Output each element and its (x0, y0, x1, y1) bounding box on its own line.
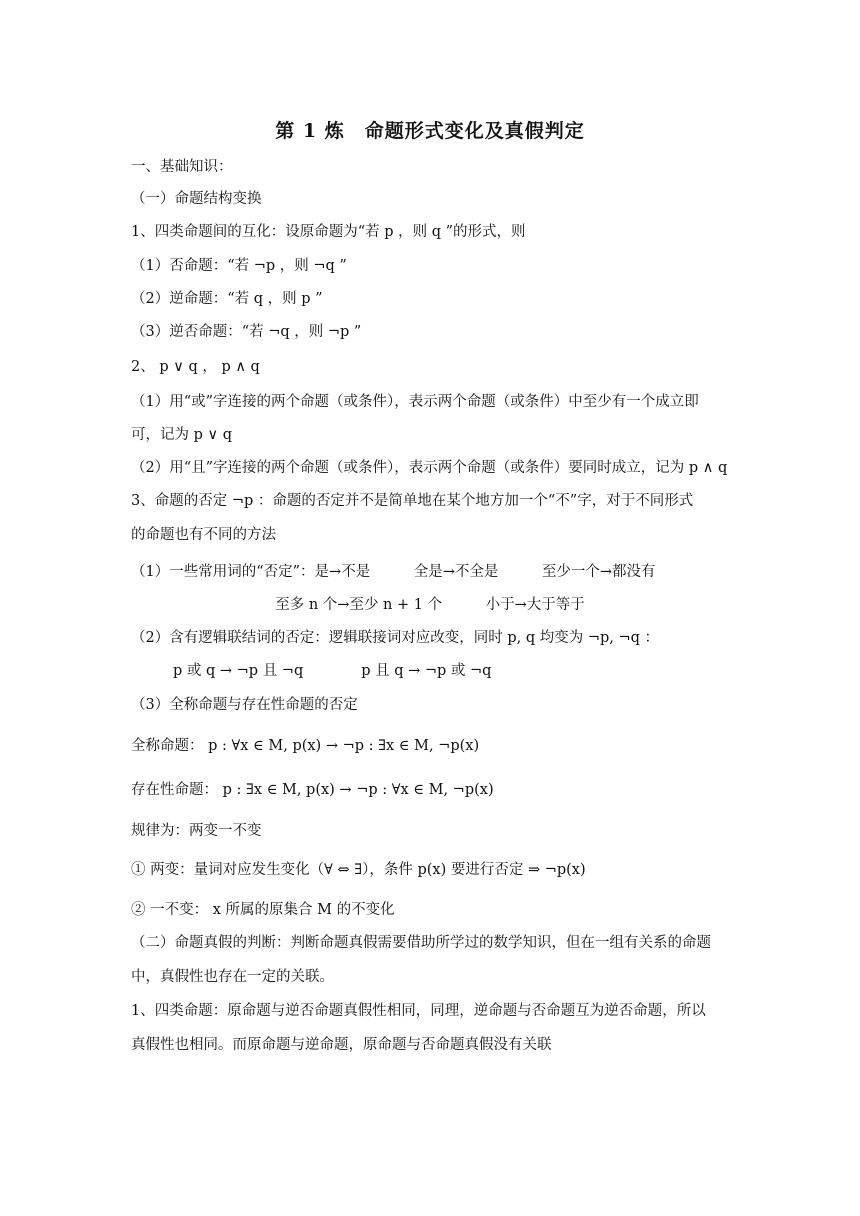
paragraph-line: 可，记为 p ∨ q (131, 427, 233, 443)
paragraph-line: 1、四类命题间的互化：设原命题为“若 p ，则 q ”的形式，则 (131, 224, 526, 240)
page-title: 第 1 炼 命题形式变化及真假判定 (275, 120, 585, 142)
paragraph-line: （2）逆命题：“若 q ，则 p ” (131, 291, 323, 307)
formula-line: 存在性命题： p : ∃x ∈ M, p(x) → ¬p : ∀x ∈ M, ¬p(x) (131, 782, 494, 798)
paragraph-line: 的命题也有不同的方法 (131, 527, 276, 543)
paragraph-line: ② 一不变： x 所属的原集合 M 的不变化 (131, 902, 395, 918)
formula-line: 全称命题： p : ∀x ∈ M, p(x) → ¬p : ∃x ∈ M, ¬p(x) (131, 738, 480, 754)
paragraph-line: 至多 n 个→至少 n + 1 个 小于→大于等于 (275, 597, 585, 613)
paragraph-line: 2、 p ∨ q ， p ∧ q (131, 359, 260, 375)
paragraph-line: （二）命题真假的判断：判断命题真假需要借助所学过的数学知识，但在一组有关系的命题 (131, 935, 711, 951)
paragraph-line: 规律为：两变一不变 (131, 823, 262, 839)
paragraph-line: 中，真假性也存在一定的关联。 (131, 969, 334, 985)
paragraph-line: 3、命题的否定 ¬p ：命题的否定并不是简单地在某个地方加一个“不”字，对于不同形式 (131, 493, 694, 509)
paragraph-line: （1）一些常用词的“否定”：是→不是 全是→不全是 至少一个→都没有 (131, 564, 656, 580)
paragraph-line: （2）用“且”字连接的两个命题（或条件），表示两个命题（或条件）要同时成立，记为 p ∧ q (131, 460, 728, 476)
section-heading: 一、基础知识： (131, 159, 233, 175)
paragraph-line: 真假性也相同。而原命题与逆命题，原命题与否命题真假没有关联 (131, 1037, 552, 1053)
paragraph-line: （1）否命题：“若 ¬p ，则 ¬q ” (131, 258, 347, 274)
formula-line: p 或 q → ¬p 且 ¬q p 且 q → ¬p 或 ¬q (173, 663, 492, 679)
paragraph-line: （3）全称命题与存在性命题的否定 (131, 697, 358, 713)
paragraph-line: （2）含有逻辑联结词的否定：逻辑联接词对应改变，同时 p, q 均变为 ¬p, ¬q ： (131, 630, 660, 646)
subsection-heading: （一）命题结构变换 (131, 191, 262, 207)
paragraph-line: ① 两变：量词对应发生变化（∀ ⇔ ∃），条件 p(x) 要进行否定 ⇒ ¬p(x) (131, 862, 586, 878)
paragraph-line: （1）用“或”字连接的两个命题（或条件），表示两个命题（或条件）中至少有一个成立即 (131, 394, 699, 410)
paragraph-line: （3）逆否命题：“若 ¬q ，则 ¬p ” (131, 324, 362, 340)
paragraph-line: 1、四类命题：原命题与逆否命题真假性相同，同理，逆命题与否命题互为逆否命题，所以 (131, 1003, 706, 1019)
